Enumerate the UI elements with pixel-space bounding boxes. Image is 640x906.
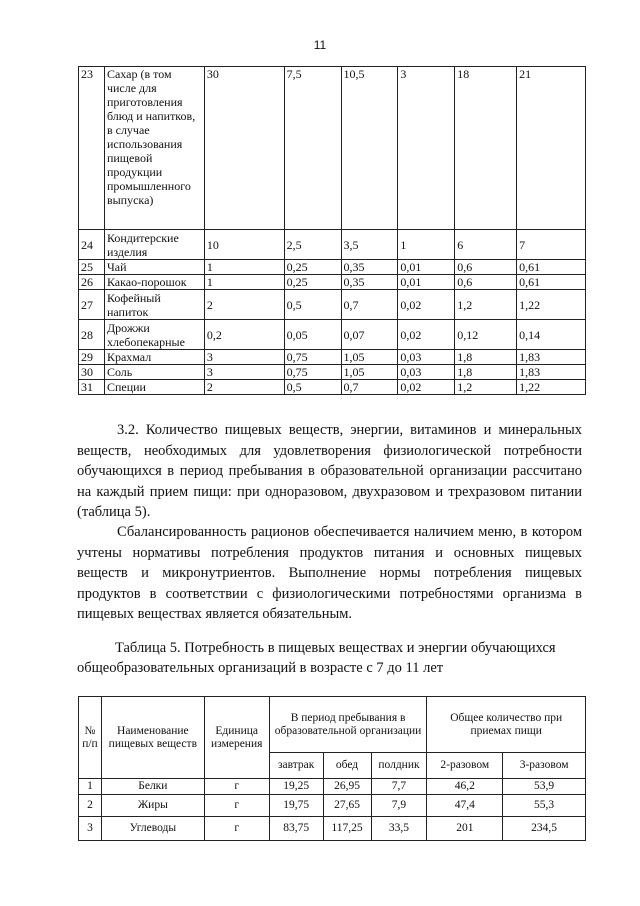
cell-value: 2 <box>204 380 284 395</box>
cell-value: 0,61 <box>517 260 586 275</box>
nutrients-table <box>78 696 586 841</box>
paragraph-text: 3.2. Количество пищевых веществ, энергии, витаминов и минеральных веществ, необходимых для удовлетворения физиологической потребности обучающихся в период пребывания в образовательной организации рассчитано на каждый прием пищи: при одноразовом, двухразовом и трехразовом питании (таблица 5). <box>77 422 582 520</box>
table-row <box>79 275 586 290</box>
product-name: Какао-порошок <box>104 275 204 290</box>
caption-line: Таблица 5. Потребность в пищевых веществах и энергии обучающихся <box>115 640 556 656</box>
header-name: Наименование пищевых веществ <box>101 697 204 779</box>
row-number: 28 <box>79 320 105 350</box>
product-name: Кондитерские изделия <box>104 230 204 260</box>
cell-value: 18 <box>455 67 517 230</box>
cell-value: 0,61 <box>517 275 586 290</box>
row-number: 24 <box>79 230 105 260</box>
cell-value: 1,83 <box>517 365 586 380</box>
nutrient-name: Углеводы <box>101 817 204 841</box>
header-num: № п/п <box>79 697 102 779</box>
header-unit: Единица измерения <box>204 697 269 779</box>
cell-value: 0,75 <box>284 365 341 380</box>
row-number: 26 <box>79 275 105 290</box>
header-row <box>79 697 586 753</box>
cell-value: 0,5 <box>284 290 341 320</box>
cell-value: 0,2 <box>204 320 284 350</box>
table-row <box>79 67 586 230</box>
products-table-continued <box>78 66 586 395</box>
product-name: Специи <box>104 380 204 395</box>
row-number: 30 <box>79 365 105 380</box>
cell-value: 21 <box>517 67 586 230</box>
cell-value: 117,25 <box>323 817 371 841</box>
cell-value: 1,2 <box>455 290 517 320</box>
unit: г <box>204 779 269 795</box>
cell-value: 33,5 <box>371 817 427 841</box>
cell-value: 47,4 <box>427 795 503 817</box>
product-name: Дрожжи хлебопекарные <box>104 320 204 350</box>
header-total: Общее количество при приемах пищи <box>427 697 586 753</box>
cell-value: 53,9 <box>503 779 586 795</box>
row-number: 27 <box>79 290 105 320</box>
cell-value: 7,5 <box>284 67 341 230</box>
cell-value: 0,03 <box>398 365 455 380</box>
cell-value: 0,25 <box>284 260 341 275</box>
cell-value: 0,6 <box>455 260 517 275</box>
cell-value: 6 <box>455 230 517 260</box>
caption-line: общеобразовательных организаций в возрасте с 7 до 11 лет <box>77 660 444 676</box>
cell-value: 3 <box>398 67 455 230</box>
product-name: Кофейный напиток <box>104 290 204 320</box>
cell-value: 2 <box>204 290 284 320</box>
table-row <box>79 230 586 260</box>
header-breakfast: завтрак <box>269 753 323 779</box>
cell-value: 0,7 <box>341 380 398 395</box>
cell-value: 0,6 <box>455 275 517 290</box>
cell-value: 1,22 <box>517 290 586 320</box>
nutrient-name: Жиры <box>101 795 204 817</box>
header-two-meals: 2-разовом <box>427 753 503 779</box>
cell-value: 0,7 <box>341 290 398 320</box>
cell-value: 26,95 <box>323 779 371 795</box>
page-number: 11 <box>313 38 327 52</box>
cell-value: 1,83 <box>517 350 586 365</box>
row-number: 1 <box>79 779 102 795</box>
product-name: Чай <box>104 260 204 275</box>
cell-value: 7,9 <box>371 795 427 817</box>
header-period: В период пребывания в образовательной организации <box>269 697 427 753</box>
cell-value: 0,12 <box>455 320 517 350</box>
table-row <box>79 365 586 380</box>
cell-value: 46,2 <box>427 779 503 795</box>
row-number: 31 <box>79 380 105 395</box>
cell-value: 1 <box>204 260 284 275</box>
table-row <box>79 817 586 841</box>
row-number: 29 <box>79 350 105 365</box>
paragraph-balance <box>77 522 582 625</box>
cell-value: 0,02 <box>398 290 455 320</box>
cell-value: 0,5 <box>284 380 341 395</box>
cell-value: 1,8 <box>455 365 517 380</box>
nutrient-name: Белки <box>101 779 204 795</box>
cell-value: 0,01 <box>398 260 455 275</box>
table-row <box>79 320 586 350</box>
cell-value: 0,05 <box>284 320 341 350</box>
cell-value: 19,75 <box>269 795 323 817</box>
cell-value: 1,8 <box>455 350 517 365</box>
cell-value: 1,22 <box>517 380 586 395</box>
cell-value: 10,5 <box>341 67 398 230</box>
table-row <box>79 795 586 817</box>
cell-value: 0,02 <box>398 320 455 350</box>
cell-value: 2,5 <box>284 230 341 260</box>
cell-value: 1,05 <box>341 365 398 380</box>
cell-value: 3,5 <box>341 230 398 260</box>
cell-value: 3 <box>204 365 284 380</box>
cell-value: 0,14 <box>517 320 586 350</box>
product-name: Соль <box>104 365 204 380</box>
unit: г <box>204 795 269 817</box>
cell-value: 0,75 <box>284 350 341 365</box>
cell-value: 3 <box>204 350 284 365</box>
cell-value: 83,75 <box>269 817 323 841</box>
cell-value: 1 <box>204 275 284 290</box>
cell-value: 27,65 <box>323 795 371 817</box>
cell-value: 234,5 <box>503 817 586 841</box>
cell-value: 7,7 <box>371 779 427 795</box>
header-snack: полдник <box>371 753 427 779</box>
cell-value: 0,07 <box>341 320 398 350</box>
row-number: 23 <box>79 67 105 230</box>
table-row <box>79 779 586 795</box>
product-name: Сахар (в том числе для приготовления блюд и напитков, в случае использования пищевой продукции промышленного выпуска) <box>104 67 204 230</box>
cell-value: 30 <box>204 67 284 230</box>
unit: г <box>204 817 269 841</box>
cell-value: 19,25 <box>269 779 323 795</box>
cell-value: 0,35 <box>341 275 398 290</box>
cell-value: 1,2 <box>455 380 517 395</box>
header-lunch: обед <box>323 753 371 779</box>
cell-value: 1,05 <box>341 350 398 365</box>
table-row <box>79 380 586 395</box>
table-row <box>79 350 586 365</box>
cell-value: 201 <box>427 817 503 841</box>
paragraph-text: Сбалансированность рационов обеспечивается наличием меню, в котором учтены нормативы потребления продуктов питания и основных пищевых веществ и микронутриентов. Выполнение нормы потребления пищевых продуктов в соответствии с физиологическими потребностями организма в пищевых веществах является обязательным. <box>77 524 582 622</box>
paragraph-3-2 <box>77 420 582 523</box>
row-number: 25 <box>79 260 105 275</box>
cell-value: 1 <box>398 230 455 260</box>
cell-value: 0,03 <box>398 350 455 365</box>
row-number: 3 <box>79 817 102 841</box>
cell-value: 0,02 <box>398 380 455 395</box>
table-row <box>79 260 586 275</box>
table-caption <box>77 638 582 678</box>
cell-value: 55,3 <box>503 795 586 817</box>
cell-value: 10 <box>204 230 284 260</box>
cell-value: 0,35 <box>341 260 398 275</box>
row-number: 2 <box>79 795 102 817</box>
cell-value: 0,25 <box>284 275 341 290</box>
table-row <box>79 290 586 320</box>
cell-value: 0,01 <box>398 275 455 290</box>
header-three-meals: 3-разовом <box>503 753 586 779</box>
cell-value: 7 <box>517 230 586 260</box>
product-name: Крахмал <box>104 350 204 365</box>
